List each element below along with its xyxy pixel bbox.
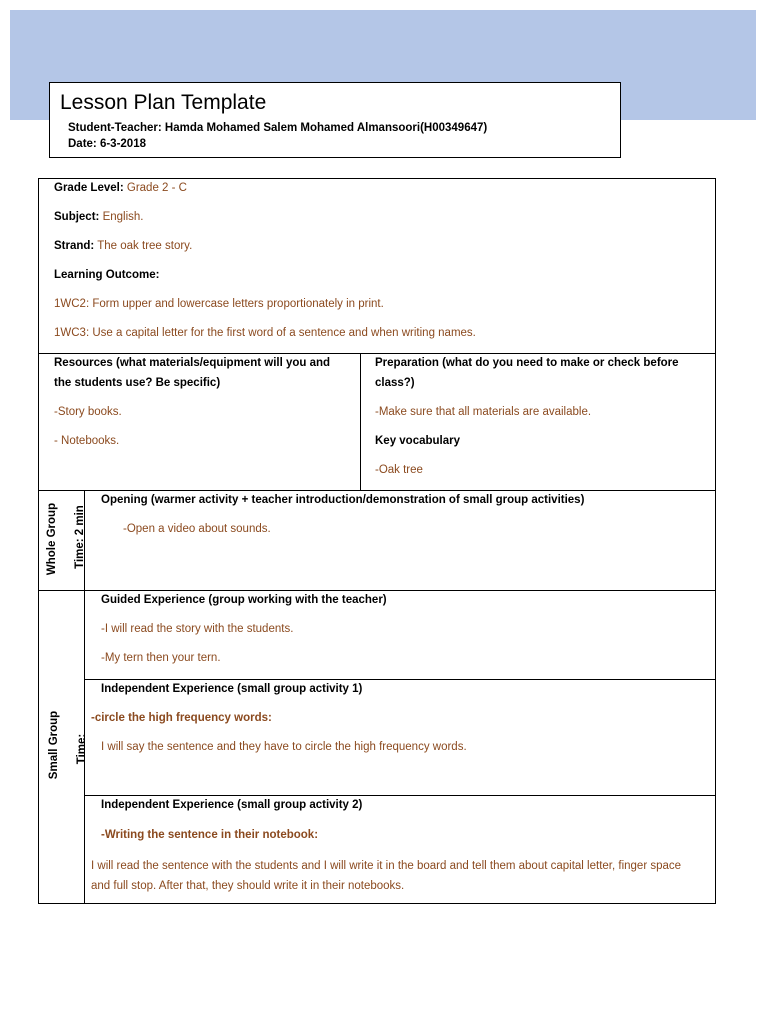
opening-heading: Opening (warmer activity + teacher introduction/demonstration of small group activities) (101, 494, 585, 506)
title-box (49, 82, 621, 158)
preparation-cell (360, 353, 716, 491)
date-line: Date: 6-3-2018 (68, 138, 146, 150)
preparation-heading-1: Preparation (what do you need to make or check before (375, 357, 679, 369)
opening-cell (84, 490, 716, 591)
whole-group-label: Whole Group (46, 502, 58, 576)
independent-1-heading: Independent Experience (small group activity 1) (101, 683, 363, 695)
subject-value: English. (102, 211, 144, 223)
small-group-time: Time: (76, 733, 88, 765)
grade-row (54, 181, 187, 195)
guided-item-1: -I will read the story with the students. (101, 623, 294, 635)
resources-item-2: - Notebooks. (54, 435, 120, 447)
key-vocabulary-heading: Key vocabulary (375, 435, 461, 447)
independent-experience-1-cell (84, 679, 716, 796)
opening-text: -Open a video about sounds. (123, 523, 271, 535)
strand-row (54, 239, 192, 253)
subject-row (54, 210, 144, 224)
grade-label: Grade Level: (54, 182, 124, 194)
resources-cell (38, 353, 361, 491)
preparation-item-1: -Make sure that all materials are available. (375, 406, 592, 418)
resources-heading-2: the students use? Be specific) (54, 377, 221, 389)
independent-2-subheading: -Writing the sentence in their notebook: (101, 829, 319, 841)
independent-experience-2-cell (84, 795, 716, 904)
key-vocabulary-item-1: -Oak tree (375, 464, 423, 476)
page-title: Lesson Plan Template (60, 91, 267, 114)
info-cell (38, 178, 716, 354)
preparation-heading-2: class?) (375, 377, 415, 389)
learning-outcome-2: 1WC3: Use a capital letter for the first word of a sentence and when writing names. (54, 327, 476, 339)
grade-value: Grade 2 - C (126, 182, 187, 194)
lesson-plan-table (38, 178, 716, 904)
strand-label: Strand: (54, 240, 95, 252)
resources-heading-1: Resources (what materials/equipment will you and (54, 357, 331, 369)
strand-value: The oak tree story. (97, 240, 193, 252)
independent-1-subheading: -circle the high frequency words: (91, 712, 272, 724)
resources-item-1: -Story books. (54, 406, 122, 418)
small-group-label: Small Group (48, 710, 60, 780)
independent-2-heading: Independent Experience (small group activity 2) (101, 799, 363, 811)
whole-group-time: Time: 2 min (74, 505, 86, 569)
guided-item-2: -My tern then your tern. (101, 652, 221, 664)
learning-outcome-label: Learning Outcome: (54, 269, 160, 281)
whole-group-side-cell (38, 490, 85, 591)
guided-experience-cell (84, 590, 716, 680)
small-group-side-cell (38, 590, 88, 904)
learning-outcome-1: 1WC2: Form upper and lowercase letters proportionately in print. (54, 298, 384, 310)
student-teacher-line: Student-Teacher: Hamda Mohamed Salem Mohamed Almansoori(H00349647) (68, 122, 488, 134)
independent-2-text: I will read the sentence with the students and I will write it in the board and tell them about capital letter, finger space and full stop. After that, they should write it in their notebooks. (91, 860, 682, 892)
subject-label: Subject: (54, 211, 100, 223)
independent-1-text: I will say the sentence and they have to circle the high frequency words. (101, 741, 467, 753)
guided-heading: Guided Experience (group working with the teacher) (101, 594, 387, 606)
